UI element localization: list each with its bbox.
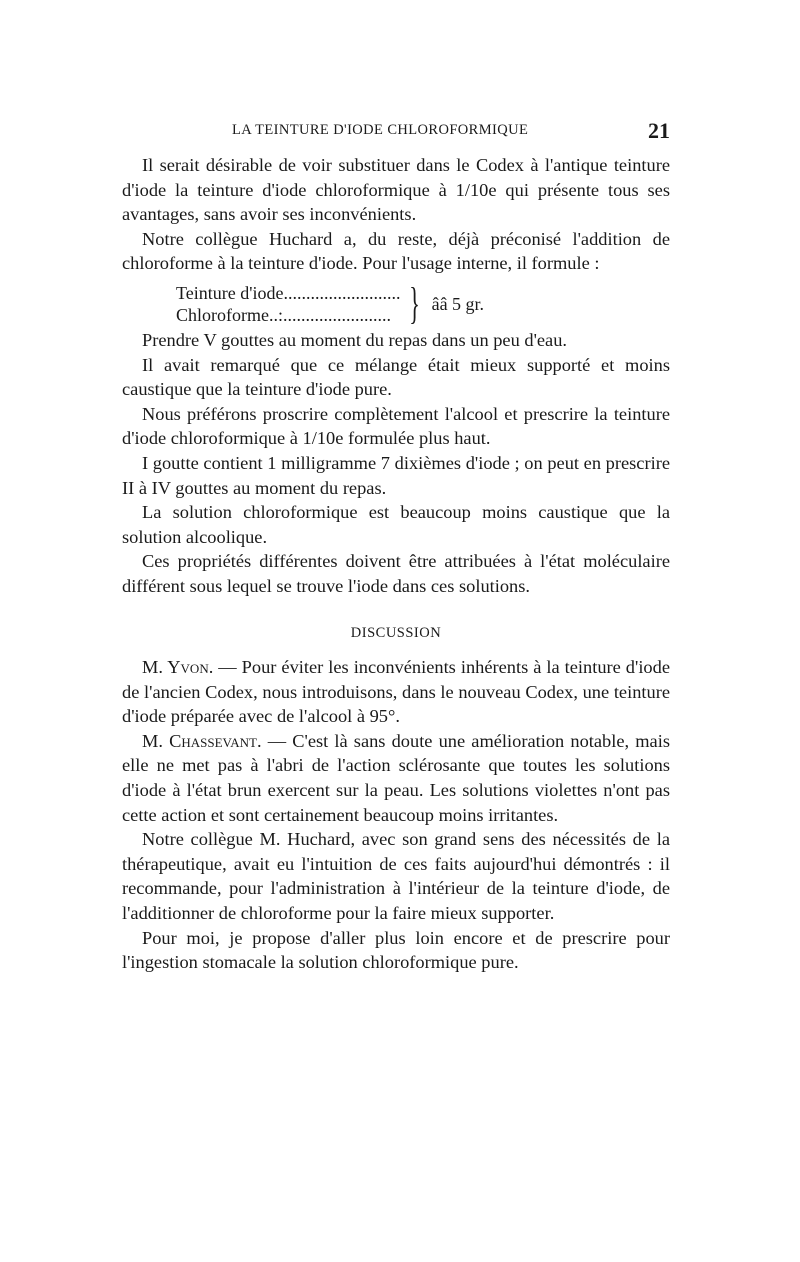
formula-block [176,278,670,328]
paragraph-huchard-intuition: Notre collègue M. Huchard, avec son grand sens des nécessités de la thérapeutique, avait eu l'intuition de ces faits aujourd'hui démontrés : il recommande, pour l'administration à l'intérieur de la teinture d'iode, de l'additionner de chloroforme pour la faire mieux supporter. [122,829,670,924]
speaker-yvon: M. Yvon. [142,657,214,678]
body-text [122,153,670,975]
running-title: LA TEINTURE D'IODE CHLOROFORMIQUE [232,122,529,138]
speaker-chassevant: M. Chassevant. [142,730,262,751]
paragraph-huchard-formula: Notre collègue Huchard a, du reste, déjà préconisé l'addition de chloroforme à la teinture d'iode. Pour l'usage interne, il formule : [122,228,670,274]
paragraph-drops: Prendre V gouttes au moment du repas dans un peu d'eau. [142,329,568,350]
paragraph-codex: Il serait désirable de voir substituer dans le Codex à l'antique teinture d'iode la teinture d'iode chloroformique à 1/10e qui présente tous ses avantages, sans avoir ses inconvénients. [122,155,670,225]
paragraph-properties: Ces propriétés différentes doivent être attribuées à l'état moléculaire différent sous lequel se trouve l'iode dans ces solutions. [122,551,670,596]
paragraph-solution: La solution chloroformique est beaucoup moins caustique que la solution alcoolique. [122,502,670,547]
paragraph-caustic: Il avait remarqué que ce mélange était mieux supporté et moins caustique que la teinture d'iode pure. [122,354,670,400]
paragraph-final: Pour moi, je propose d'aller plus loin encore et de prescrire pour l'ingestion stomacale la solution chloroformique pure. [122,927,670,973]
paragraph-dosage: I goutte contient 1 milligramme 7 dixièmes d'iode ; on peut en prescrire II à IV gouttes au moment du repas. [122,452,670,498]
chassevant-text: — C'est là sans doute une amélioration notable, mais elle ne met pas à l'abri de l'action sclérosante que toutes les solutions d'iode à l'état brun exercent sur la peau. Les solutions violettes n'ont pas cette action et sont certainement beaucoup moins irritantes. [122,730,670,825]
paragraph-yvon [122,655,670,729]
formula-ingredients [176,282,400,326]
discussion-heading: DISCUSSION [350,624,442,641]
formula-line-chloroform: Chloroforme..:........................ [176,304,391,325]
paragraph-chassevant [122,729,670,827]
formula-line-iodine: Teinture d'iode.......................... [176,282,401,303]
curly-brace-icon: } [409,278,421,328]
yvon-text: — Pour éviter les inconvénients inhérents à la teinture d'iode de l'ancien Codex, nous introduisons, dans le nouveau Codex, une teinture d'iode préparée avec de l'alcool à 95°. [122,657,670,727]
paragraph-prefer: Nous préférons proscrire complètement l'alcool et prescrire la teinture d'iode chloroformique à 1/10e formulée plus haut. [122,403,670,449]
page-number: 21 [648,118,670,143]
running-head [120,118,670,142]
formula-dose: ââ 5 gr. [431,293,485,314]
